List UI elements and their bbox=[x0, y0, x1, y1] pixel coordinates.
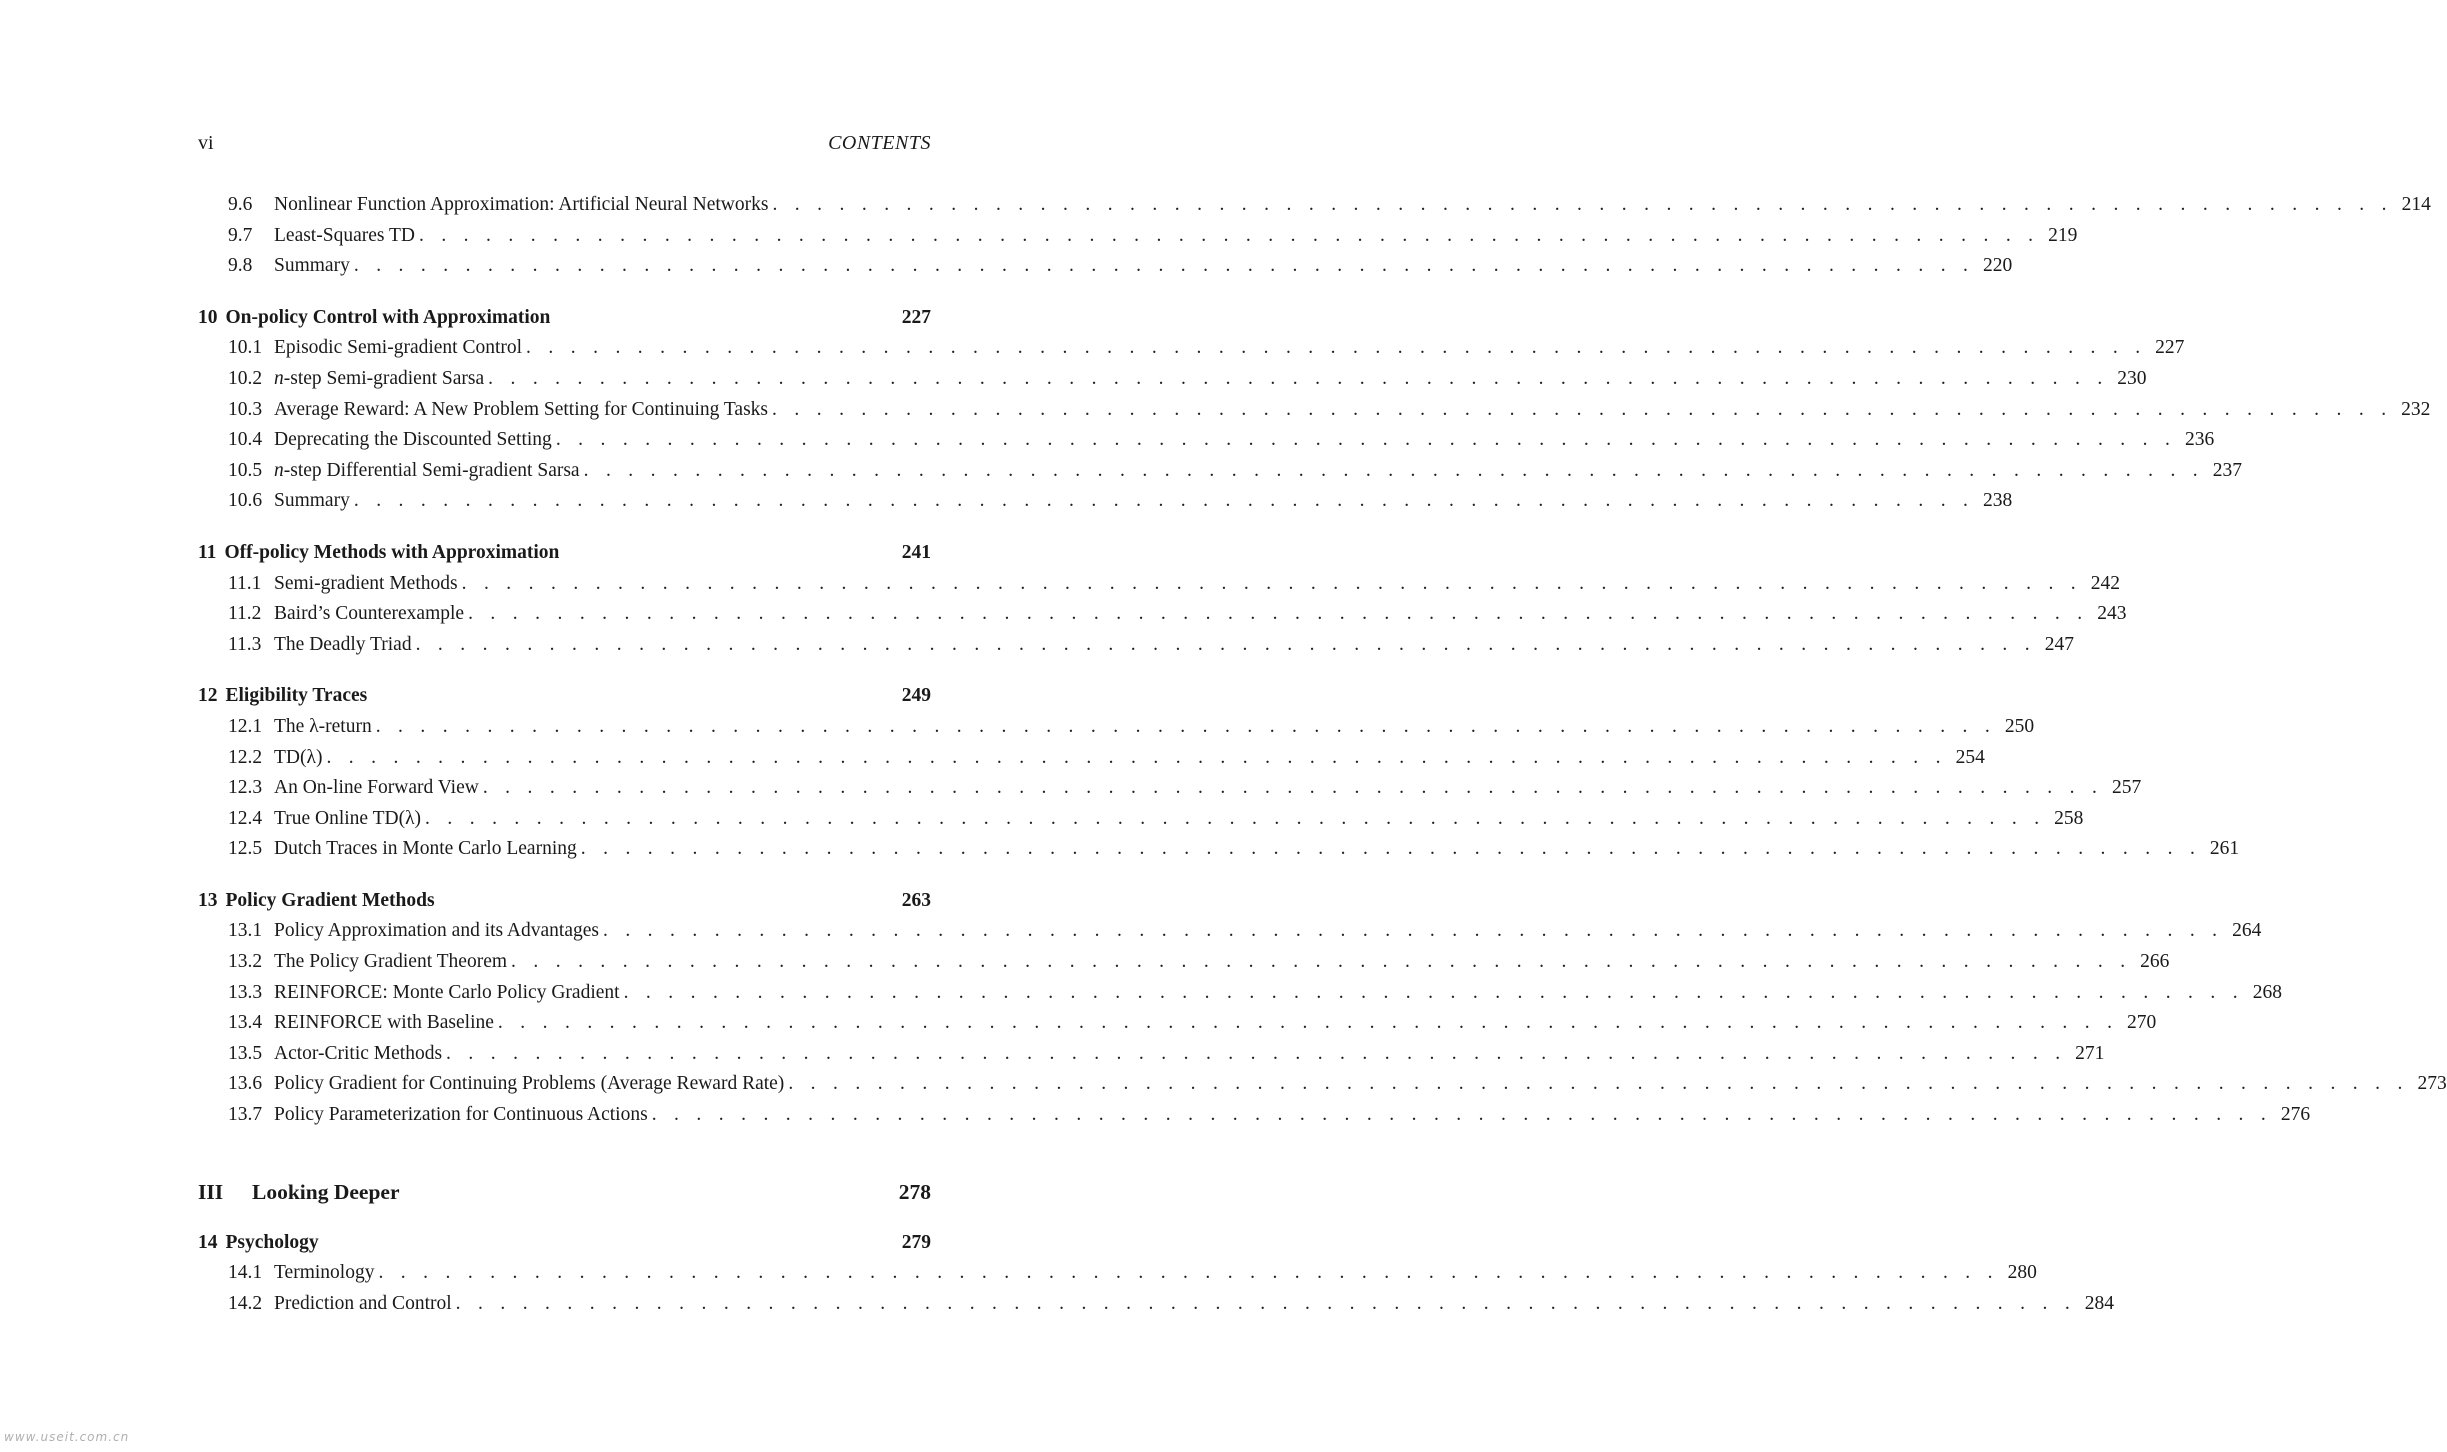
section-number: 10.5 bbox=[228, 459, 263, 481]
toc-section-entry[interactable] bbox=[198, 1008, 2157, 1039]
section-title: Least-Squares TD bbox=[274, 221, 419, 252]
dot-leader: . . . . . . . . . . . . . . . . . . . . . . . . . . . . . . . . . . . . . . . . . . . . . . . . . . . . . . . . . . . . . . . . . . . . . . . . . bbox=[425, 807, 2046, 829]
section-number: 12.1 bbox=[228, 715, 263, 737]
part-page-number: 278 bbox=[898, 1179, 931, 1204]
section-title: Summary bbox=[274, 486, 354, 517]
page-number: vi bbox=[198, 132, 214, 154]
toc-section-entry[interactable] bbox=[198, 743, 1985, 774]
dot-leader: . . . . . . . . . . . . . . . . . . . . . . . . . . . . . . . . . . . . . . . . . . . . . . . . . . . . . . . . . . . . . . . . . . . . . . . . . bbox=[455, 1292, 2077, 1314]
dot-leader: . . . . . . . . . . . . . . . . . . . . . . . . . . . . . . . . . . . . . . . . . . . . . . . . . . . . . . . . . . . . . . . . . . . . . . . . . bbox=[482, 777, 2104, 799]
section-title-italic: n bbox=[274, 367, 284, 389]
toc-section-entry[interactable] bbox=[198, 569, 2120, 600]
section-title-rest: -step Differential Semi-gradient Sarsa bbox=[283, 459, 580, 481]
dot-leader: . . . . . . . . . . . . . . . . . . . . . . . . . . . . . . . . . . . . . . . . . . . . . . . . . . . . . . . . . . . . . . . . . . . . . . . . . bbox=[378, 1262, 1999, 1284]
dot-leader: . . . . . . . . . . . . . . . . . . . . . . . . . . . . . . . . . . . . . . . . . . . . . . . . . . . . . . . . . . . . . . . . . . . . . . . . . bbox=[353, 255, 1975, 277]
chapter-page-number: 241 bbox=[901, 541, 931, 563]
section-title-italic: n bbox=[274, 459, 284, 481]
toc-section-entry[interactable] bbox=[198, 599, 2127, 630]
section-page-number: 257 bbox=[2111, 777, 2142, 799]
section-page-number: 284 bbox=[2084, 1292, 2115, 1314]
section-page-number: 264 bbox=[2232, 920, 2262, 942]
toc-section-entry[interactable] bbox=[198, 1258, 2037, 1289]
dot-leader: . . . . . . . . . . . . . . . . . . . . . . . . . . . . . . . . . . . . . . . . . . . . . . . . . . . . . . . . . . . . . . . . . . . . . . . . . bbox=[511, 951, 2132, 973]
dot-leader: . . . . . . . . . . . . . . . . . . . . . . . . . . . . . . . . . . . . . . . . . . . . . . . . . . . . . . . . . . . . . . . . . . . . . . . . . bbox=[623, 981, 2244, 1003]
section-page-number: 232 bbox=[2401, 398, 2431, 420]
section-title bbox=[274, 364, 488, 395]
toc-chapter-entry[interactable] bbox=[198, 886, 931, 917]
section-page-number: 268 bbox=[2252, 981, 2282, 1003]
dot-leader: . . . . . . . . . . . . . . . . . . . . . . . . . . . . . . . . . . . . . . . . . . . . . . . . . . . . . . . . . . . . . . . . . . . . . . . . . bbox=[555, 429, 2177, 451]
section-number: 14.2 bbox=[228, 1292, 263, 1314]
toc-section-entry[interactable] bbox=[198, 190, 2431, 221]
section-title: An On-line Forward View bbox=[274, 773, 483, 804]
section-page-number: 261 bbox=[2209, 838, 2240, 860]
toc-section-entry[interactable] bbox=[198, 251, 2013, 282]
section-title: TD(λ) bbox=[274, 743, 326, 774]
toc-section-entry[interactable] bbox=[198, 1289, 2115, 1320]
section-page-number: 220 bbox=[1982, 255, 2013, 277]
section-page-number: 266 bbox=[2140, 951, 2170, 973]
chapter-number: 10 bbox=[198, 306, 218, 328]
toc-section-entry[interactable] bbox=[198, 456, 2242, 487]
chapter-title: Policy Gradient Methods bbox=[225, 889, 435, 911]
section-title: Policy Gradient for Continuing Problems (Average Reward Rate) bbox=[274, 1069, 788, 1100]
section-number: 11.2 bbox=[228, 603, 262, 625]
toc-section-entry[interactable] bbox=[198, 1069, 2447, 1100]
dot-leader: . . . . . . . . . . . . . . . . . . . . . . . . . . . . . . . . . . . . . . . . . . . . . . . . . . . . . . . . . . . . . . . . . . . . . . . . . bbox=[468, 603, 2089, 625]
section-title-rest: -step Semi-gradient Sarsa bbox=[283, 367, 485, 389]
section-title: True Online TD(λ) bbox=[274, 804, 425, 835]
section-number: 9.6 bbox=[228, 194, 253, 215]
page-header bbox=[198, 132, 931, 160]
part-number: III bbox=[198, 1179, 224, 1204]
watermark: www.useit.com.cn bbox=[4, 1430, 130, 1444]
toc-section-entry[interactable] bbox=[198, 425, 2215, 456]
toc-section-entry[interactable] bbox=[198, 834, 2240, 865]
dot-leader: . . . . . . . . . . . . . . . . . . . . . . . . . . . . . . . . . . . . . . . . . . . . . . . . . . . . . . . . . . . . . . . . . . . . . . . . . bbox=[326, 746, 1947, 768]
section-number: 11.1 bbox=[228, 572, 262, 594]
dot-leader: . . . . . . . . . . . . . . . . . . . . . . . . . . . . . . . . . . . . . . . . . . . . . . . . . . . . . . . . . . . . . . . . . . . . . . . . . bbox=[580, 838, 2202, 860]
dot-leader: . . . . . . . . . . . . . . . . . . . . . . . . . . . . . . . . . . . . . . . . . . . . . . . . . . . . . . . . . . . . . . . . . . . . . . . . . bbox=[788, 1073, 2409, 1095]
section-page-number: 236 bbox=[2184, 429, 2215, 451]
section-page-number: 254 bbox=[1955, 746, 1985, 768]
section-title: Summary bbox=[274, 251, 354, 282]
toc-section-entry[interactable] bbox=[198, 486, 2013, 517]
section-page-number: 273 bbox=[2417, 1073, 2447, 1095]
section-number: 9.8 bbox=[228, 255, 253, 277]
section-title: Actor-Critic Methods bbox=[274, 1039, 446, 1070]
dot-leader: . . . . . . . . . . . . . . . . . . . . . . . . . . . . . . . . . . . . . . . . . . . . . . . . . . . . . . . . . . . . . . . . . . . . . . . . . bbox=[526, 337, 2147, 359]
chapter-title: Psychology bbox=[225, 1231, 319, 1253]
toc-section-entry[interactable] bbox=[198, 221, 2078, 252]
toc-part-entry[interactable] bbox=[198, 1175, 931, 1209]
toc-section-entry[interactable] bbox=[198, 804, 2084, 835]
dot-leader: . . . . . . . . . . . . . . . . . . . . . . . . . . . . . . . . . . . . . . . . . . . . . . . . . . . . . . . . . . . . . . . . . . . . . . . . . bbox=[583, 459, 2204, 481]
section-page-number: 270 bbox=[2127, 1012, 2157, 1034]
section-title: The Deadly Triad bbox=[274, 630, 416, 661]
section-page-number: 271 bbox=[2075, 1042, 2105, 1064]
chapter-number: 14 bbox=[198, 1231, 218, 1253]
toc-chapter-entry[interactable] bbox=[198, 538, 931, 569]
section-number: 11.3 bbox=[228, 633, 262, 655]
section-number: 13.4 bbox=[228, 1012, 263, 1034]
section-title: The Policy Gradient Theorem bbox=[274, 947, 511, 978]
section-number: 10.1 bbox=[228, 337, 263, 359]
dot-leader: . . . . . . . . . . . . . . . . . . . . . . . . . . . . . . . . . . . . . . . . . . . . . . . . . . . . . . . . . . . . . . . . . . . . . . . . . bbox=[418, 224, 2040, 246]
part-title: Looking Deeper bbox=[252, 1179, 400, 1204]
section-title: Nonlinear Function Approximation: Artificial Neural Networks bbox=[274, 190, 772, 221]
section-number: 10.4 bbox=[228, 429, 263, 451]
section-title: Dutch Traces in Monte Carlo Learning bbox=[274, 834, 581, 865]
section-page-number: 276 bbox=[2280, 1104, 2311, 1126]
toc-section-entry[interactable] bbox=[198, 1039, 2105, 1070]
chapter-page-number: 227 bbox=[901, 306, 931, 328]
section-page-number: 280 bbox=[2007, 1262, 2037, 1284]
section-page-number: 219 bbox=[2048, 224, 2078, 246]
toc-section-entry[interactable] bbox=[198, 1100, 2311, 1131]
dot-leader: . . . . . . . . . . . . . . . . . . . . . . . . . . . . . . . . . . . . . . . . . . . . . . . . . . . . . . . . . . . . . . . . . . . . . . . . . bbox=[651, 1104, 2273, 1126]
section-page-number: 238 bbox=[1982, 490, 2013, 512]
section-page-number: 243 bbox=[2097, 603, 2127, 625]
dot-leader: . . . . . . . . . . . . . . . . . . . . . . . . . . . . . . . . . . . . . . . . . . . . . . . . . . . . . . . . . . . . . . . . . . . . . . . . . bbox=[353, 490, 1975, 512]
section-number: 10.6 bbox=[228, 490, 263, 512]
section-number: 9.7 bbox=[228, 224, 253, 246]
toc-section-entry[interactable] bbox=[198, 712, 2035, 743]
dot-leader: . . . . . . . . . . . . . . . . . . . . . . . . . . . . . . . . . . . . . . . . . . . . . . . . . . . . . . . . . . . . . . . . . . . . . . . . . bbox=[497, 1012, 2119, 1034]
section-number: 14.1 bbox=[228, 1262, 263, 1284]
section-title: The λ-return bbox=[274, 712, 376, 743]
dot-leader: . . . . . . . . . . . . . . . . . . . . . . . . . . . . . . . . . . . . . . . . . . . . . . . . . . . . . . . . . . . . . . . . . . . . . . . . . bbox=[602, 920, 2224, 942]
dot-leader: . . . . . . . . . . . . . . . . . . . . . . . . . . . . . . . . . . . . . . . . . . . . . . . . . . . . . . . . . . . . . . . . . . . . . . . . . bbox=[375, 715, 1997, 737]
chapter-title: Eligibility Traces bbox=[225, 685, 368, 707]
section-title bbox=[274, 456, 584, 487]
section-title: REINFORCE: Monte Carlo Policy Gradient bbox=[274, 978, 624, 1009]
section-number: 13.7 bbox=[228, 1104, 263, 1126]
chapter-title: On-policy Control with Approximation bbox=[225, 306, 551, 328]
dot-leader: . . . . . . . . . . . . . . . . . . . . . . . . . . . . . . . . . . . . . . . . . . . . . . . . . . . . . . . . . . . . . . . . . . . . . . . . . bbox=[488, 367, 2109, 389]
dot-leader: . . . . . . . . . . . . . . . . . . . . . . . . . . . . . . . . . . . . . . . . . . . . . . . . . . . . . . . . . . . . . . . . . . . . . . . . . bbox=[772, 194, 2393, 215]
section-page-number: 237 bbox=[2212, 459, 2242, 481]
dot-leader: . . . . . . . . . . . . . . . . . . . . . . . . . . . . . . . . . . . . . . . . . . . . . . . . . . . . . . . . . . . . . . . . . . . . . . . . . bbox=[772, 398, 2393, 420]
section-title: Semi-gradient Methods bbox=[274, 569, 462, 600]
section-number: 12.4 bbox=[228, 807, 263, 829]
chapter-page-number: 249 bbox=[901, 685, 931, 707]
section-number: 12.2 bbox=[228, 746, 263, 768]
dot-leader: . . . . . . . . . . . . . . . . . . . . . . . . . . . . . . . . . . . . . . . . . . . . . . . . . . . . . . . . . . . . . . . . . . . . . . . . . bbox=[415, 633, 2036, 655]
section-title: Episodic Semi-gradient Control bbox=[274, 333, 526, 364]
section-number: 13.6 bbox=[228, 1073, 263, 1095]
chapter-page-number: 263 bbox=[901, 889, 931, 911]
toc-section-entry[interactable] bbox=[198, 364, 2147, 395]
section-number: 13.2 bbox=[228, 951, 263, 973]
dot-leader: . . . . . . . . . . . . . . . . . . . . . . . . . . . . . . . . . . . . . . . . . . . . . . . . . . . . . . . . . . . . . . . . . . . . . . . . . bbox=[446, 1042, 2067, 1064]
table-of-contents bbox=[198, 190, 2447, 1319]
toc-section-entry[interactable] bbox=[198, 916, 2262, 947]
section-page-number: 258 bbox=[2054, 807, 2084, 829]
section-title: Terminology bbox=[274, 1258, 378, 1289]
toc-section-entry[interactable] bbox=[198, 333, 2185, 364]
section-title: REINFORCE with Baseline bbox=[274, 1008, 498, 1039]
section-title: Deprecating the Discounted Setting bbox=[274, 425, 556, 456]
section-title: Policy Parameterization for Continuous Actions bbox=[274, 1100, 652, 1131]
toc-chapter-entry[interactable] bbox=[198, 1228, 931, 1259]
section-page-number: 214 bbox=[2401, 194, 2431, 215]
section-title: Baird’s Counterexample bbox=[274, 599, 468, 630]
chapter-page-number: 279 bbox=[901, 1231, 931, 1253]
section-number: 13.3 bbox=[228, 981, 263, 1003]
toc-section-entry[interactable] bbox=[198, 395, 2431, 426]
chapter-title: Off-policy Methods with Approximation bbox=[224, 541, 560, 563]
section-title: Policy Approximation and its Advantages bbox=[274, 916, 603, 947]
toc-chapter-entry[interactable] bbox=[198, 681, 931, 712]
section-page-number: 230 bbox=[2117, 367, 2147, 389]
chapter-number: 12 bbox=[198, 685, 218, 707]
running-head: CONTENTS bbox=[828, 132, 931, 154]
section-title: Prediction and Control bbox=[274, 1289, 456, 1320]
section-number: 10.2 bbox=[228, 367, 263, 389]
section-page-number: 227 bbox=[2155, 337, 2185, 359]
chapter-number: 13 bbox=[198, 889, 218, 911]
dot-leader: . . . . . . . . . . . . . . . . . . . . . . . . . . . . . . . . . . . . . . . . . . . . . . . . . . . . . . . . . . . . . . . . . . . . . . . . . bbox=[461, 572, 2082, 594]
section-page-number: 242 bbox=[2090, 572, 2120, 594]
toc-chapter-entry[interactable] bbox=[198, 303, 931, 334]
section-number: 10.3 bbox=[228, 398, 263, 420]
section-number: 12.3 bbox=[228, 777, 263, 799]
section-number: 13.5 bbox=[228, 1042, 263, 1064]
toc-section-entry[interactable] bbox=[198, 773, 2142, 804]
toc-section-entry[interactable] bbox=[198, 947, 2170, 978]
chapter-number: 11 bbox=[198, 541, 217, 563]
toc-section-entry[interactable] bbox=[198, 630, 2074, 661]
section-page-number: 250 bbox=[2004, 715, 2035, 737]
section-title: Average Reward: A New Problem Setting for Continuing Tasks bbox=[274, 395, 772, 426]
section-number: 13.1 bbox=[228, 920, 263, 942]
section-number: 12.5 bbox=[228, 838, 263, 860]
section-page-number: 247 bbox=[2044, 633, 2074, 655]
toc-section-entry[interactable] bbox=[198, 978, 2282, 1009]
